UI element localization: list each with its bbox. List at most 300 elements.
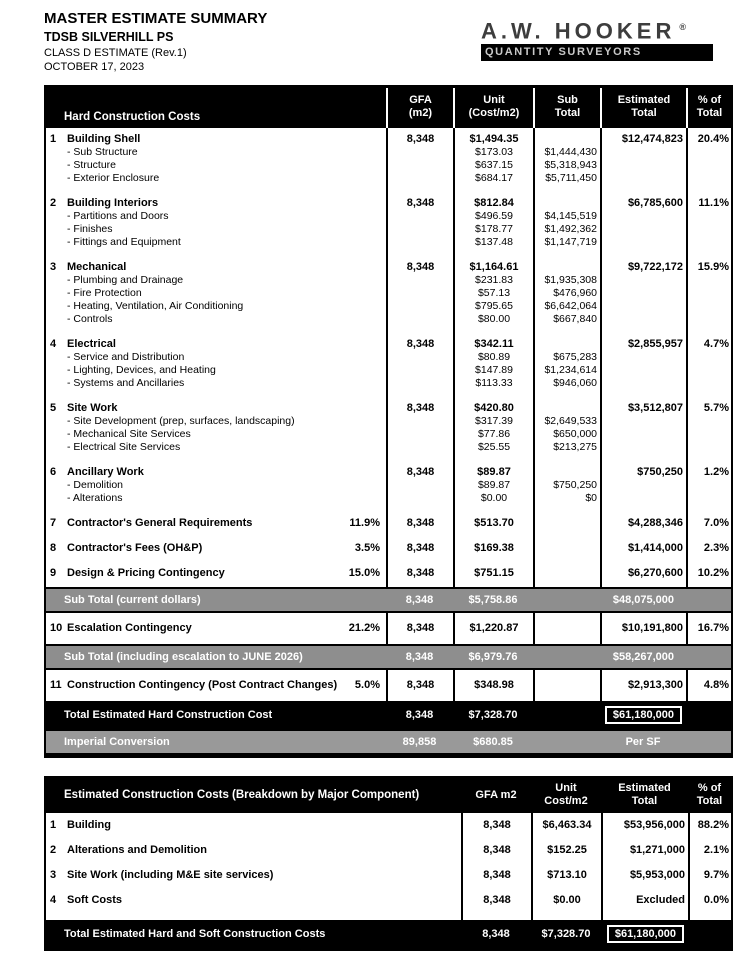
item-number: 9 [50,567,57,579]
spacer-cell [46,555,386,562]
item-description [46,838,461,863]
bar-label: Sub Total (current dollars) [46,587,386,613]
imperial-conversion-bar [46,729,731,755]
spacer-cell [46,580,386,587]
item-description-flex [46,622,386,634]
cost-subitem-row [46,492,731,505]
gfa-value [386,492,453,505]
estimated-total-value [600,287,686,300]
item-description-flex [46,567,386,579]
pct-of-total-value: 11.1% [686,192,731,210]
pct-of-total-value: 7.0% [686,512,731,530]
subitem-description [46,428,386,441]
item-number: 1 [50,133,57,145]
sub-total-value: $0 [533,492,600,505]
item-number: 8 [50,542,57,554]
spacer-cell [46,454,386,461]
estimated-total-value: $53,956,000 [601,813,688,838]
estimated-total-value [600,364,686,377]
col-header-estimated [600,88,686,128]
gfa-value [386,223,453,236]
unit-cost-value: $317.39 [453,415,533,428]
spacer-cell [600,390,686,397]
spacer-cell [533,249,600,256]
unit-cost-value: $25.55 [453,441,533,454]
unit-cost-value: $89.87 [453,461,533,479]
subitem-label: - Fittings and Equipment [67,236,181,248]
bar-label: Sub Total (including escalation to JUNE 2026) [46,644,386,670]
pct-of-total-value [686,172,731,185]
gfa-value: 8,348 [461,888,531,913]
spacer-cell [386,326,453,333]
estimated-total-value: Excluded [601,888,688,913]
spacer-cell [453,326,533,333]
estimated-total-value: $5,953,000 [601,863,688,888]
pct-of-total-value: 4.8% [686,670,731,701]
item-rate-pct: 21.2% [348,622,380,634]
project-name: TDSB SILVERHILL PS [44,30,174,44]
item-rate-pct: 5.0% [354,679,380,691]
item-label: Electrical [67,338,116,350]
unit-cost-value: $0.00 [453,492,533,505]
spacer-cell [600,505,686,512]
sub-total-value: $213,275 [533,441,600,454]
item-label: Contractor's Fees (OH&P) [67,542,203,554]
col-header-unit [453,88,533,128]
unit-cost-value: $137.48 [453,236,533,249]
gfa-value [386,313,453,326]
estimated-total-value: $2,913,300 [600,670,686,701]
cost-subitem-row [46,377,731,390]
unit-cost-value: $169.38 [453,537,533,555]
cost-item-row [46,256,731,274]
aw-hooker-logo [481,16,733,61]
sub-total-value: $946,060 [533,377,600,390]
spacer-cell [46,530,386,537]
unit-cost-value: $6,463.34 [531,813,601,838]
col-header-line1: Estimated [618,782,671,794]
spacer-cell [453,580,533,587]
item-description [46,813,461,838]
unit-cost-value: $795.65 [453,300,533,313]
spacer-cell [600,454,686,461]
spacer-cell [686,580,731,587]
spacer-cell [600,249,686,256]
col-header-line1: Sub [557,94,578,106]
pct-of-total-value: 10.2% [686,562,731,580]
gfa-value: 8,348 [461,920,531,948]
sub-total-value: $2,649,533 [533,415,600,428]
spacer-cell [686,555,731,562]
spacer-cell [533,505,600,512]
pct-of-total-value: 2.3% [686,537,731,555]
unit-cost-value: $89.87 [453,479,533,492]
logo-company-name: A.W. HOOKER [481,18,676,44]
item-description-flex [46,894,461,906]
bar-label: Imperial Conversion [46,729,386,755]
estimated-total-value [600,223,686,236]
cost-item-row [46,461,731,479]
gfa-value: 8,348 [386,512,453,530]
sub-total-value [533,256,600,274]
spacer-cell [46,390,386,397]
subitem-label: - Lighting, Devices, and Heating [67,364,216,376]
estimated-total-value: $10,191,800 [600,613,686,644]
cost-item-row [46,128,731,146]
pct-of-total-value [686,441,731,454]
item-label: Design & Pricing Contingency [67,567,225,579]
item-label: Site Work (including M&E site services) [67,869,274,881]
pct-of-total-value [688,920,731,948]
subitem-description [46,492,386,505]
item-label: Contractor's General Requirements [67,517,253,529]
sub-total-value [533,512,600,530]
item-description-flex [46,466,386,478]
subitem-label: - Alterations [67,492,123,504]
col-header-line2: Cost/m2 [544,795,588,807]
gfa-value: 8,348 [461,863,531,888]
col-header-sub [533,88,600,128]
sub-total-value [533,333,600,351]
bar-label: Total Estimated Hard Construction Cost [46,701,386,729]
spacer-cell [686,185,731,192]
estimated-total-value [600,274,686,287]
sub-total-value [533,397,600,415]
estimated-total-value [600,492,686,505]
pct-of-total-value [686,479,731,492]
subitem-description [46,364,386,377]
gfa-value: 89,858 [386,729,453,755]
cost-subitem-row [46,146,731,159]
pct-of-total-value [686,300,731,313]
gfa-value [386,172,453,185]
sub-total-value: $650,000 [533,428,600,441]
spacer-cell [686,454,731,461]
item-description [46,128,386,146]
col-header-line1: % of [697,94,722,106]
sub-total-value [533,562,600,580]
item-description [46,256,386,274]
spacer-cell [688,913,731,920]
col-header-gfa-m2 [461,779,531,813]
sub-total-value [533,461,600,479]
spacer-cell [533,580,600,587]
col-header-line2: Total [696,795,723,807]
unit-cost-value: $713.10 [531,863,601,888]
total-bar [46,701,731,729]
col-header-line1: % of [697,782,722,794]
gfa-value: 8,348 [461,838,531,863]
spacer-cell [461,913,531,920]
item-description-flex [46,679,386,691]
subitem-label: - Finishes [67,223,113,235]
item-description [46,670,386,701]
unit-cost-value: $0.00 [531,888,601,913]
row-spacer [46,326,731,333]
estimated-total-value [600,300,686,313]
sub-total-value: $1,935,308 [533,274,600,287]
row-spacer [46,580,731,587]
registered-trademark-icon: ® [679,22,686,32]
item-label: Building Shell [67,133,141,145]
spacer-cell [600,185,686,192]
spacer-cell [386,390,453,397]
item-description [46,192,386,210]
spacer-cell [46,185,386,192]
spacer-cell [601,913,688,920]
subtotal-bar [46,587,731,613]
subitem-label: - Structure [67,159,117,171]
gfa-value [386,479,453,492]
gfa-value: 8,348 [386,397,453,415]
subitem-label: - Mechanical Site Services [67,428,191,440]
subitem-description [46,223,386,236]
item-description-flex [46,844,461,856]
unit-cost-value: $1,494.35 [453,128,533,146]
sub-total-value [533,192,600,210]
col-header--of [688,779,731,813]
spacer-cell [533,454,600,461]
unit-cost-value: $751.15 [453,562,533,580]
item-label: Soft Costs [67,894,122,906]
col-header-line1: GFA [409,94,432,106]
unit-cost-value: $7,328.70 [453,701,533,729]
unit-cost-value: $80.00 [453,313,533,326]
unit-cost-value: $513.70 [453,512,533,530]
estimate-class: CLASS D ESTIMATE (Rev.1) [44,47,187,59]
unit-cost-value: $1,164.61 [453,256,533,274]
item-number: 2 [50,197,57,209]
spacer-cell [386,249,453,256]
unit-cost-value: $113.33 [453,377,533,390]
gfa-value [386,441,453,454]
col-header-hard-construction-costs: Hard Construction Costs [46,88,386,128]
unit-cost-value: $5,758.86 [453,587,533,613]
unit-cost-value: $637.15 [453,159,533,172]
gfa-value [386,351,453,364]
pct-of-total-value [686,729,731,755]
gfa-value: 8,348 [386,461,453,479]
hard-costs-table [44,85,733,758]
col-header-line1: Estimated [617,94,671,106]
pct-of-total-value [686,159,731,172]
component-row [46,888,731,913]
estimated-total-value: $9,722,172 [600,256,686,274]
estimated-total-value: $48,075,000 [600,587,686,613]
spacer-cell [533,555,600,562]
estimated-total-value [600,377,686,390]
subitem-description [46,377,386,390]
spacer-cell [533,390,600,397]
estimated-total-value [600,172,686,185]
unit-cost-value: $80.89 [453,351,533,364]
unit-cost-value: $342.11 [453,333,533,351]
logo-wordmark [481,16,733,42]
sub-total-value [533,729,600,755]
item-description [46,537,386,555]
table-header-row [46,88,731,128]
gfa-value [386,159,453,172]
item-rate-pct: 3.5% [354,542,380,554]
pct-of-total-value [686,210,731,223]
cost-subitem-row [46,300,731,313]
item-description-flex [46,197,386,209]
row-spacer [46,454,731,461]
subitem-description [46,274,386,287]
col-header-line1: Unit [555,782,577,794]
spacer-cell [453,505,533,512]
cost-subitem-row [46,441,731,454]
subitem-description [46,236,386,249]
col-header-line2: Total [696,107,723,119]
subitem-label: - Exterior Enclosure [67,172,160,184]
estimated-total-value: $2,855,957 [600,333,686,351]
pct-of-total-value: 5.7% [686,397,731,415]
cost-item-row [46,512,731,530]
col-header-unit [531,779,601,813]
unit-cost-value: $173.03 [453,146,533,159]
pct-of-total-value [686,351,731,364]
cost-subitem-row [46,287,731,300]
subitem-description [46,159,386,172]
component-row [46,838,731,863]
col-header-line2: Total [554,107,581,119]
spacer-cell [600,530,686,537]
pct-of-total-value [686,492,731,505]
pct-of-total-value [686,236,731,249]
subitem-description [46,210,386,223]
pct-of-total-value [686,428,731,441]
item-number: 3 [50,261,57,273]
estimated-total-value [600,415,686,428]
spacer-cell [686,249,731,256]
item-number: 6 [50,466,57,478]
estimated-total-value: Per SF [600,729,686,755]
grand-total-value: $61,180,000 [605,706,682,724]
pct-of-total-value: 2.1% [688,838,731,863]
subitem-description [46,313,386,326]
spacer-cell [686,390,731,397]
estimated-total-value [600,313,686,326]
sub-total-value [533,128,600,146]
unit-cost-value: $178.77 [453,223,533,236]
sub-total-value: $1,147,719 [533,236,600,249]
cost-subitem-row [46,236,731,249]
row-spacer [46,530,731,537]
component-row [46,863,731,888]
pct-of-total-value: 15.9% [686,256,731,274]
spacer-cell [533,530,600,537]
spacer-cell [686,326,731,333]
item-label: Building [67,819,111,831]
pct-of-total-value [686,313,731,326]
cost-subitem-row [46,159,731,172]
gfa-value [386,287,453,300]
spacer-cell [686,505,731,512]
sub-total-value [533,701,600,729]
gfa-value [386,300,453,313]
pct-of-total-value: 4.7% [686,333,731,351]
estimated-total-value: $3,512,807 [600,397,686,415]
spacer-cell [453,555,533,562]
spacer-cell [533,326,600,333]
cost-item-row [46,670,731,701]
subitem-label: - Sub Structure [67,146,138,158]
col-header-line2: (m2) [408,107,433,119]
spacer-cell [46,249,386,256]
estimated-total-value [601,920,688,948]
row-spacer [46,185,731,192]
gfa-value [386,210,453,223]
sub-total-value [533,670,600,701]
item-description [46,512,386,530]
item-description-flex [46,542,386,554]
item-description [46,863,461,888]
sub-total-value: $5,711,450 [533,172,600,185]
spacer-cell [46,913,461,920]
pct-of-total-value [686,274,731,287]
col-header-gfa [386,88,453,128]
grand-total-row [46,920,731,948]
subitem-description [46,415,386,428]
item-description-flex [46,338,386,350]
document-header [44,10,733,73]
unit-cost-value: $77.86 [453,428,533,441]
sub-total-value [533,644,600,670]
subitem-label: - Partitions and Doors [67,210,169,222]
subitem-label: - Controls [67,313,113,325]
pct-of-total-value: 88.2% [688,813,731,838]
col-header--of [686,88,731,128]
spacer-cell [386,454,453,461]
cost-subitem-row [46,210,731,223]
pct-of-total-value: 0.0% [688,888,731,913]
estimated-total-value: $6,270,600 [600,562,686,580]
estimated-total-value: $6,785,600 [600,192,686,210]
gfa-value: 8,348 [386,128,453,146]
subitem-label: - Heating, Ventilation, Air Conditioning [67,300,244,312]
unit-cost-value: $147.89 [453,364,533,377]
estimated-total-value [600,441,686,454]
gfa-value: 8,348 [461,813,531,838]
estimated-total-value [600,351,686,364]
gfa-value [386,415,453,428]
subitem-description [46,146,386,159]
estimated-total-value: $12,474,823 [600,128,686,146]
gfa-value: 8,348 [386,537,453,555]
subitem-label: - Plumbing and Drainage [67,274,184,286]
estimated-total-value [600,236,686,249]
pct-of-total-value [686,644,731,670]
pct-of-total-value [686,364,731,377]
bar-label: Total Estimated Hard and Soft Construction Costs [46,920,461,948]
cost-item-row [46,333,731,351]
item-description [46,562,386,580]
estimated-total-value [600,479,686,492]
pct-of-total-value [686,287,731,300]
sub-total-value: $476,960 [533,287,600,300]
unit-cost-value: $680.85 [453,729,533,755]
estimated-total-value [600,428,686,441]
spacer-cell [686,530,731,537]
gfa-value: 8,348 [386,587,453,613]
cost-subitem-row [46,274,731,287]
estimated-total-value: $1,414,000 [600,537,686,555]
item-description [46,888,461,913]
item-label: Alterations and Demolition [67,844,207,856]
pct-of-total-value: 16.7% [686,613,731,644]
gfa-value: 8,348 [386,333,453,351]
